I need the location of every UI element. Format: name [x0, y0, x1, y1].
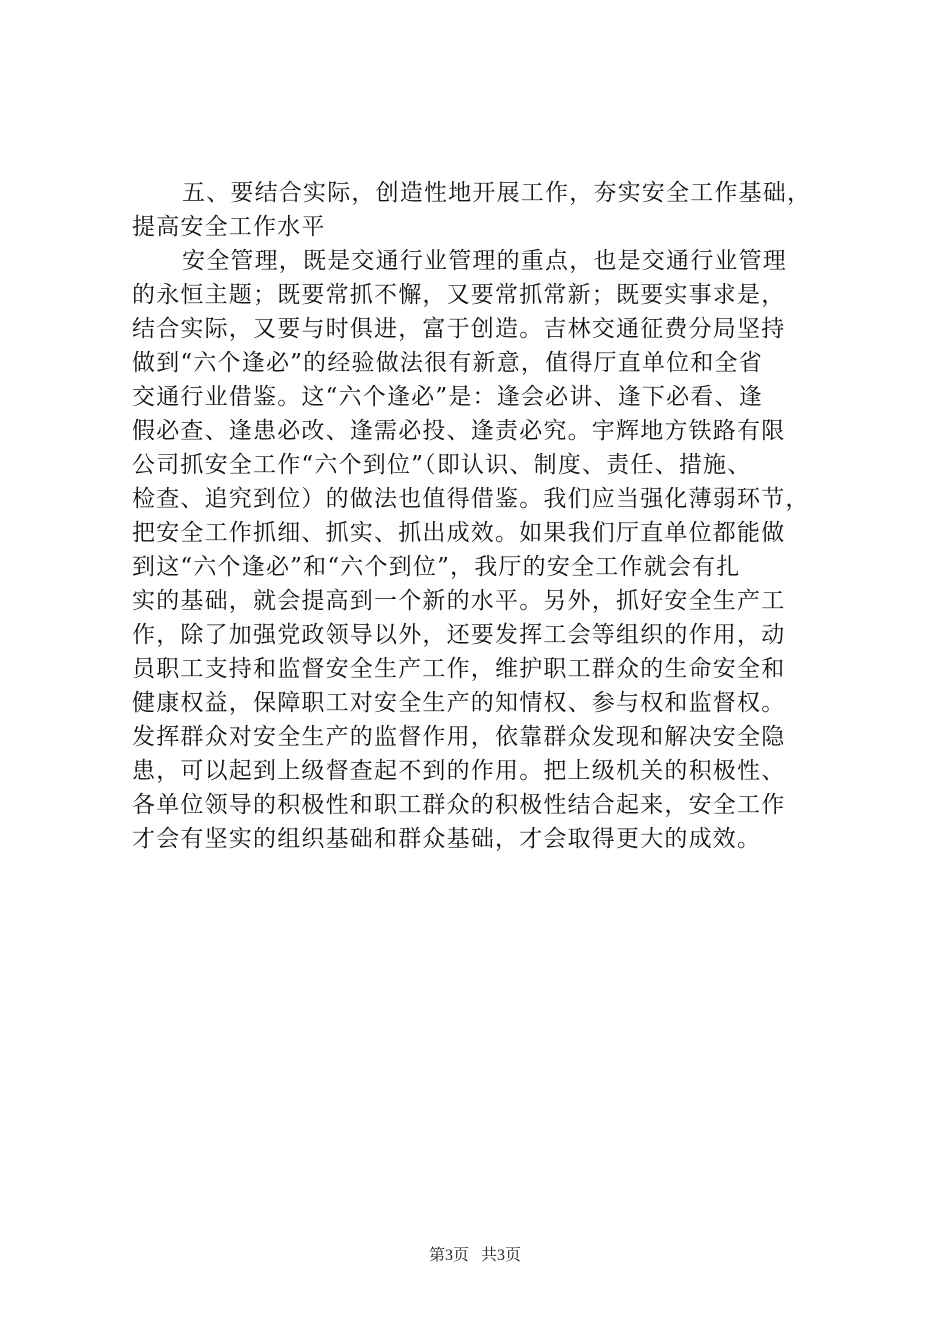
page-number: 第3页	[428, 1247, 469, 1264]
paragraph-line: 才会有坚实的组织基础和群众基础，才会取得更大的成效。	[132, 826, 762, 852]
paragraph-line: 患，可以起到上级督查起不到的作用。把上级机关的积极性、	[132, 758, 786, 784]
paragraph-line: 把安全工作抓细、抓实、抓出成效。如果我们厅直单位都能做	[132, 520, 786, 546]
paragraph-line: 到这“六个逢必”和“六个到位”，我厅的安全工作就会有扎	[132, 554, 741, 580]
section-heading-line: 提高安全工作水平	[132, 214, 326, 240]
paragraph-line: 发挥群众对安全生产的监督作用，依靠群众发现和解决安全隐	[132, 724, 786, 750]
page-total: 共3页	[481, 1247, 522, 1264]
paragraph-line: 交通行业借鉴。这“六个逢必”是：逢会必讲、逢下必看、逢	[132, 384, 763, 410]
paragraph-line: 安全管理，既是交通行业管理的重点，也是交通行业管理	[182, 248, 787, 274]
paragraph-line: 各单位领导的积极性和职工群众的积极性结合起来，安全工作	[132, 792, 786, 818]
page-footer	[0, 1244, 950, 1268]
paragraph-line: 作，除了加强党政领导以外，还要发挥工会等组织的作用，动	[132, 622, 786, 648]
paragraph-line: 结合实际，又要与时俱进，富于创造。吉林交通征费分局坚持	[132, 316, 786, 342]
paragraph-line: 公司抓安全工作“六个到位”（即认识、制度、责任、措施、	[132, 452, 752, 478]
paragraph-line: 做到“六个逢必”的经验做法很有新意，值得厅直单位和全省	[132, 350, 763, 376]
paragraph-line: 员职工支持和监督安全生产工作，维护职工群众的生命安全和	[132, 656, 786, 682]
paragraph-line: 假必查、逢患必改、逢需必投、逢责必究。宇辉地方铁路有限	[132, 418, 786, 444]
section-heading-line: 五、要结合实际，创造性地开展工作，夯实安全工作基础，	[182, 180, 812, 206]
paragraph-line: 健康权益，保障职工对安全生产的知情权、参与权和监督权。	[132, 690, 786, 716]
paragraph-line: 实的基础，就会提高到一个新的水平。另外，抓好安全生产工	[132, 588, 786, 614]
paragraph-line: 检查、追究到位）的做法也值得借鉴。我们应当强化薄弱环节，	[132, 486, 810, 512]
paragraph-line: 的永恒主题；既要常抓不懈，又要常抓常新；既要实事求是，	[132, 282, 786, 308]
document-body	[132, 176, 842, 856]
